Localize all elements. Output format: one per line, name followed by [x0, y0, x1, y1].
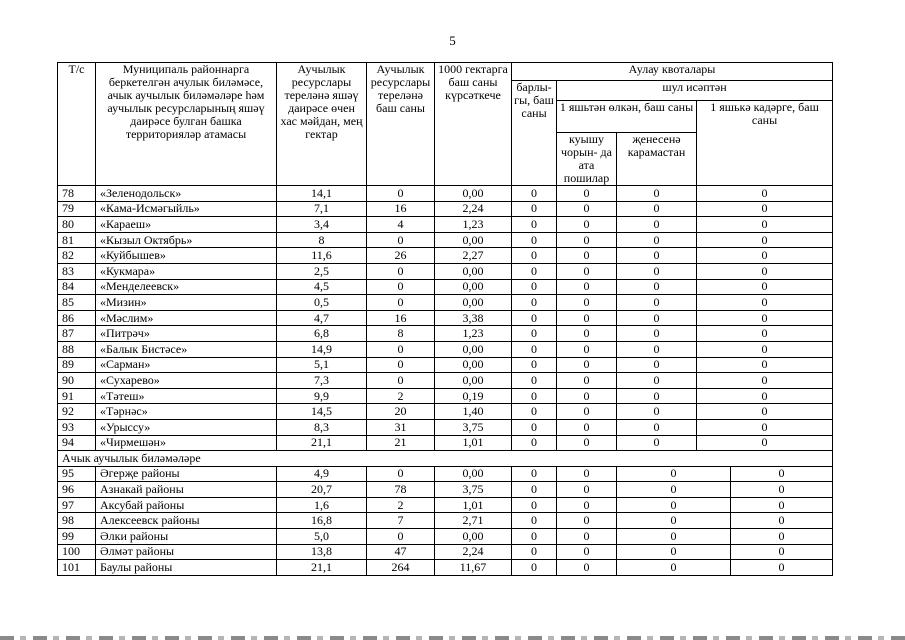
cell-territory-name: «Чирмешән»	[96, 435, 277, 451]
cell-number: 86	[58, 310, 96, 326]
cell-head-count: 0	[367, 341, 435, 357]
cell-quota-total: 0	[512, 357, 557, 373]
cell-number: 96	[58, 482, 96, 498]
cell-antlered-males: 0	[557, 544, 617, 560]
cell-under-one-year: 0	[697, 419, 833, 435]
cell-antlered-males: 0	[557, 513, 617, 529]
cell-antlered-males: 0	[557, 482, 617, 498]
cell-density: 0,00	[435, 357, 512, 373]
cell-head-count: 16	[367, 310, 435, 326]
header-head-count: Аучылык ресурслары тереләнә баш саны	[367, 63, 435, 186]
cell-antlered-males: 0	[557, 310, 617, 326]
cell-under-one-year: 0	[697, 373, 833, 389]
cell-head-count: 0	[367, 466, 435, 482]
cell-antlered-males: 0	[557, 529, 617, 545]
cell-density: 1,23	[435, 326, 512, 342]
cell-density: 0,00	[435, 186, 512, 202]
cell-density: 1,40	[435, 404, 512, 420]
cell-territory-name: Азнакай районы	[96, 482, 277, 498]
cell-antlered-males: 0	[557, 497, 617, 513]
cell-density: 0,00	[435, 279, 512, 295]
cell-habitat-area: 9,9	[277, 388, 367, 404]
cell-habitat-area: 5,0	[277, 529, 367, 545]
cell-number: 92	[58, 404, 96, 420]
cell-habitat-area: 4,5	[277, 279, 367, 295]
header-regardless-of-sex: җенесенә карамастан	[617, 133, 697, 186]
cell-regardless-of-sex: 0	[617, 482, 731, 498]
cell-regardless-of-sex: 0	[617, 560, 731, 576]
cell-antlered-males: 0	[557, 232, 617, 248]
cell-quota-total: 0	[512, 248, 557, 264]
header-habitat-area: Аучылык ресурслары тереләнә яшәү даирәсе өчен хас мәйдан, мең гектар	[277, 63, 367, 186]
cell-head-count: 0	[367, 279, 435, 295]
cell-under-one-year: 0	[731, 497, 833, 513]
table-row	[58, 248, 833, 264]
cell-antlered-males: 0	[557, 435, 617, 451]
cell-under-one-year: 0	[731, 482, 833, 498]
cell-number: 94	[58, 435, 96, 451]
cell-density: 0,00	[435, 529, 512, 545]
cell-quota-total: 0	[512, 388, 557, 404]
cell-head-count: 0	[367, 295, 435, 311]
table-row	[58, 404, 833, 420]
cell-under-one-year: 0	[697, 248, 833, 264]
table-row	[58, 373, 833, 389]
cell-under-one-year: 0	[697, 357, 833, 373]
cell-under-one-year: 0	[731, 560, 833, 576]
cell-quota-total: 0	[512, 279, 557, 295]
cell-number: 97	[58, 497, 96, 513]
cell-habitat-area: 1,6	[277, 497, 367, 513]
cell-regardless-of-sex: 0	[617, 263, 697, 279]
section-header-row	[58, 451, 833, 467]
cell-head-count: 0	[367, 263, 435, 279]
cell-quota-total: 0	[512, 341, 557, 357]
table-row	[58, 217, 833, 233]
cell-quota-total: 0	[512, 232, 557, 248]
cell-density: 2,27	[435, 248, 512, 264]
cell-habitat-area: 3,4	[277, 217, 367, 233]
cell-antlered-males: 0	[557, 341, 617, 357]
cell-antlered-males: 0	[557, 326, 617, 342]
table-row	[58, 263, 833, 279]
cell-density: 2,24	[435, 544, 512, 560]
cell-antlered-males: 0	[557, 404, 617, 420]
table-row	[58, 201, 833, 217]
table-row	[58, 357, 833, 373]
cell-territory-name: Әлки районы	[96, 529, 277, 545]
cell-territory-name: «Караеш»	[96, 217, 277, 233]
cell-quota-total: 0	[512, 419, 557, 435]
cell-territory-name: «Кызыл Октябрь»	[96, 232, 277, 248]
table-row	[58, 497, 833, 513]
cell-density: 0,00	[435, 373, 512, 389]
cell-regardless-of-sex: 0	[617, 295, 697, 311]
cell-regardless-of-sex: 0	[617, 248, 697, 264]
cell-density: 3,75	[435, 482, 512, 498]
cell-number: 83	[58, 263, 96, 279]
cell-under-one-year: 0	[731, 513, 833, 529]
cell-under-one-year: 0	[697, 341, 833, 357]
cell-antlered-males: 0	[557, 373, 617, 389]
cell-head-count: 0	[367, 232, 435, 248]
scan-edge-artifact	[0, 636, 905, 640]
cell-head-count: 26	[367, 248, 435, 264]
table-row	[58, 388, 833, 404]
cell-density: 3,38	[435, 310, 512, 326]
header-territory-name: Муниципаль районнарга беркетелгән ачулык биләмәсе, ачык аучылык биләмәләре һәм аучылык ресурсларының яшәү даирәсе булган башка территорияләр атамасы	[96, 63, 277, 186]
cell-number: 78	[58, 186, 96, 202]
cell-quota-total: 0	[512, 326, 557, 342]
cell-quota-total: 0	[512, 295, 557, 311]
cell-density: 0,00	[435, 232, 512, 248]
cell-head-count: 0	[367, 529, 435, 545]
cell-antlered-males: 0	[557, 279, 617, 295]
cell-quota-total: 0	[512, 466, 557, 482]
cell-quota-total: 0	[512, 217, 557, 233]
table-row	[58, 513, 833, 529]
table-row	[58, 295, 833, 311]
cell-quota-total: 0	[512, 404, 557, 420]
cell-head-count: 7	[367, 513, 435, 529]
cell-head-count: 21	[367, 435, 435, 451]
cell-under-one-year: 0	[731, 544, 833, 560]
cell-antlered-males: 0	[557, 295, 617, 311]
table-row	[58, 326, 833, 342]
cell-under-one-year: 0	[697, 310, 833, 326]
cell-regardless-of-sex: 0	[617, 217, 697, 233]
cell-habitat-area: 16,8	[277, 513, 367, 529]
cell-quota-total: 0	[512, 497, 557, 513]
cell-under-one-year: 0	[697, 435, 833, 451]
cell-habitat-area: 4,7	[277, 310, 367, 326]
cell-territory-name: Алексеевск районы	[96, 513, 277, 529]
cell-habitat-area: 21,1	[277, 560, 367, 576]
cell-number: 93	[58, 419, 96, 435]
cell-density: 0,00	[435, 466, 512, 482]
cell-regardless-of-sex: 0	[617, 544, 731, 560]
cell-territory-name: Баулы районы	[96, 560, 277, 576]
cell-density: 3,75	[435, 419, 512, 435]
cell-habitat-area: 21,1	[277, 435, 367, 451]
cell-head-count: 0	[367, 357, 435, 373]
cell-territory-name: «Балык Бистәсе»	[96, 341, 277, 357]
table-row	[58, 279, 833, 295]
cell-antlered-males: 0	[557, 466, 617, 482]
cell-habitat-area: 2,5	[277, 263, 367, 279]
cell-head-count: 264	[367, 560, 435, 576]
cell-density: 0,19	[435, 388, 512, 404]
cell-quota-total: 0	[512, 513, 557, 529]
cell-antlered-males: 0	[557, 201, 617, 217]
cell-head-count: 2	[367, 388, 435, 404]
cell-number: 88	[58, 341, 96, 357]
cell-regardless-of-sex: 0	[617, 388, 697, 404]
cell-number: 79	[58, 201, 96, 217]
cell-antlered-males: 0	[557, 419, 617, 435]
cell-antlered-males: 0	[557, 248, 617, 264]
cell-quota-total: 0	[512, 482, 557, 498]
cell-antlered-males: 0	[557, 560, 617, 576]
table-row	[58, 529, 833, 545]
cell-regardless-of-sex: 0	[617, 326, 697, 342]
header-under-one-year: 1 яшькә кадәрге, баш саны	[697, 101, 833, 186]
table-row	[58, 482, 833, 498]
cell-quota-total: 0	[512, 263, 557, 279]
cell-head-count: 16	[367, 201, 435, 217]
cell-regardless-of-sex: 0	[617, 529, 731, 545]
cell-regardless-of-sex: 0	[617, 186, 697, 202]
cell-habitat-area: 0,5	[277, 295, 367, 311]
cell-head-count: 0	[367, 373, 435, 389]
section-title: Ачык аучылык биләмәләре	[58, 451, 833, 467]
cell-territory-name: «Тәрнәс»	[96, 404, 277, 420]
cell-regardless-of-sex: 0	[617, 341, 697, 357]
cell-antlered-males: 0	[557, 357, 617, 373]
cell-habitat-area: 8,3	[277, 419, 367, 435]
cell-antlered-males: 0	[557, 217, 617, 233]
header-antlered-males: куышу чорын- да ата пошилар	[557, 133, 617, 186]
header-over-one-year: 1 яшьтән өлкән, баш саны	[557, 101, 697, 133]
cell-quota-total: 0	[512, 310, 557, 326]
cell-habitat-area: 20,7	[277, 482, 367, 498]
cell-habitat-area: 8	[277, 232, 367, 248]
cell-under-one-year: 0	[697, 295, 833, 311]
cell-number: 101	[58, 560, 96, 576]
cell-quota-total: 0	[512, 373, 557, 389]
table-row	[58, 232, 833, 248]
cell-density: 11,67	[435, 560, 512, 576]
cell-density: 0,00	[435, 295, 512, 311]
hunting-quota-table	[57, 62, 833, 576]
table-row	[58, 544, 833, 560]
cell-territory-name: «Зеленодольск»	[96, 186, 277, 202]
cell-density: 0,00	[435, 341, 512, 357]
cell-territory-name: «Кама-Исмәгыйль»	[96, 201, 277, 217]
cell-under-one-year: 0	[731, 466, 833, 482]
header-quota-total: барлы- гы, баш саны	[512, 81, 557, 186]
cell-head-count: 2	[367, 497, 435, 513]
cell-under-one-year: 0	[731, 529, 833, 545]
cell-number: 91	[58, 388, 96, 404]
cell-head-count: 78	[367, 482, 435, 498]
cell-quota-total: 0	[512, 544, 557, 560]
table-row	[58, 341, 833, 357]
cell-density: 1,01	[435, 497, 512, 513]
cell-regardless-of-sex: 0	[617, 310, 697, 326]
cell-habitat-area: 6,8	[277, 326, 367, 342]
cell-number: 82	[58, 248, 96, 264]
cell-density: 1,01	[435, 435, 512, 451]
header-number: Т/с	[58, 63, 96, 186]
cell-regardless-of-sex: 0	[617, 497, 731, 513]
header-including: шул исәптән	[557, 81, 833, 101]
cell-density: 2,71	[435, 513, 512, 529]
cell-under-one-year: 0	[697, 279, 833, 295]
cell-density: 0,00	[435, 263, 512, 279]
cell-quota-total: 0	[512, 201, 557, 217]
cell-regardless-of-sex: 0	[617, 466, 731, 482]
cell-habitat-area: 13,8	[277, 544, 367, 560]
cell-quota-total: 0	[512, 529, 557, 545]
cell-regardless-of-sex: 0	[617, 435, 697, 451]
cell-habitat-area: 7,3	[277, 373, 367, 389]
cell-number: 81	[58, 232, 96, 248]
cell-quota-total: 0	[512, 560, 557, 576]
cell-territory-name: «Менделеевск»	[96, 279, 277, 295]
header-quota-group: Аулау квоталары	[512, 63, 833, 81]
cell-territory-name: «Кукмара»	[96, 263, 277, 279]
cell-habitat-area: 14,5	[277, 404, 367, 420]
cell-habitat-area: 4,9	[277, 466, 367, 482]
cell-number: 87	[58, 326, 96, 342]
table-row	[58, 560, 833, 576]
cell-habitat-area: 7,1	[277, 201, 367, 217]
cell-under-one-year: 0	[697, 186, 833, 202]
cell-head-count: 31	[367, 419, 435, 435]
cell-regardless-of-sex: 0	[617, 513, 731, 529]
table-row	[58, 186, 833, 202]
cell-under-one-year: 0	[697, 326, 833, 342]
cell-habitat-area: 14,1	[277, 186, 367, 202]
cell-quota-total: 0	[512, 435, 557, 451]
cell-territory-name: «Мизин»	[96, 295, 277, 311]
cell-under-one-year: 0	[697, 388, 833, 404]
table-header	[58, 63, 833, 186]
cell-antlered-males: 0	[557, 388, 617, 404]
cell-number: 84	[58, 279, 96, 295]
cell-number: 80	[58, 217, 96, 233]
cell-regardless-of-sex: 0	[617, 357, 697, 373]
cell-habitat-area: 14,9	[277, 341, 367, 357]
cell-density: 1,23	[435, 217, 512, 233]
cell-regardless-of-sex: 0	[617, 419, 697, 435]
cell-regardless-of-sex: 0	[617, 373, 697, 389]
cell-territory-name: «Куйбышев»	[96, 248, 277, 264]
cell-number: 89	[58, 357, 96, 373]
cell-territory-name: «Питрәч»	[96, 326, 277, 342]
table-row	[58, 435, 833, 451]
cell-territory-name: «Сухарево»	[96, 373, 277, 389]
cell-number: 90	[58, 373, 96, 389]
cell-under-one-year: 0	[697, 263, 833, 279]
cell-territory-name: «Сарман»	[96, 357, 277, 373]
cell-territory-name: Әгерҗе районы	[96, 466, 277, 482]
cell-head-count: 47	[367, 544, 435, 560]
cell-regardless-of-sex: 0	[617, 404, 697, 420]
table-row	[58, 310, 833, 326]
cell-under-one-year: 0	[697, 404, 833, 420]
cell-territory-name: «Тәтеш»	[96, 388, 277, 404]
page-number: 5	[449, 33, 456, 48]
cell-number: 99	[58, 529, 96, 545]
cell-number: 98	[58, 513, 96, 529]
table-body	[58, 186, 833, 576]
cell-head-count: 0	[367, 186, 435, 202]
cell-under-one-year: 0	[697, 217, 833, 233]
cell-quota-total: 0	[512, 186, 557, 202]
table-row	[58, 466, 833, 482]
cell-head-count: 4	[367, 217, 435, 233]
cell-territory-name: «Мәслим»	[96, 310, 277, 326]
cell-antlered-males: 0	[557, 186, 617, 202]
cell-head-count: 20	[367, 404, 435, 420]
cell-territory-name: «Урыссу»	[96, 419, 277, 435]
cell-regardless-of-sex: 0	[617, 232, 697, 248]
cell-habitat-area: 5,1	[277, 357, 367, 373]
cell-number: 100	[58, 544, 96, 560]
cell-territory-name: Аксубай районы	[96, 497, 277, 513]
cell-under-one-year: 0	[697, 201, 833, 217]
cell-territory-name: Әлмәт районы	[96, 544, 277, 560]
cell-density: 2,24	[435, 201, 512, 217]
header-density: 1000 гектарга баш саны күрсәткече	[435, 63, 512, 186]
cell-head-count: 8	[367, 326, 435, 342]
cell-under-one-year: 0	[697, 232, 833, 248]
table-row	[58, 419, 833, 435]
cell-number: 85	[58, 295, 96, 311]
cell-number: 95	[58, 466, 96, 482]
cell-regardless-of-sex: 0	[617, 279, 697, 295]
cell-regardless-of-sex: 0	[617, 201, 697, 217]
cell-antlered-males: 0	[557, 263, 617, 279]
cell-habitat-area: 11,6	[277, 248, 367, 264]
